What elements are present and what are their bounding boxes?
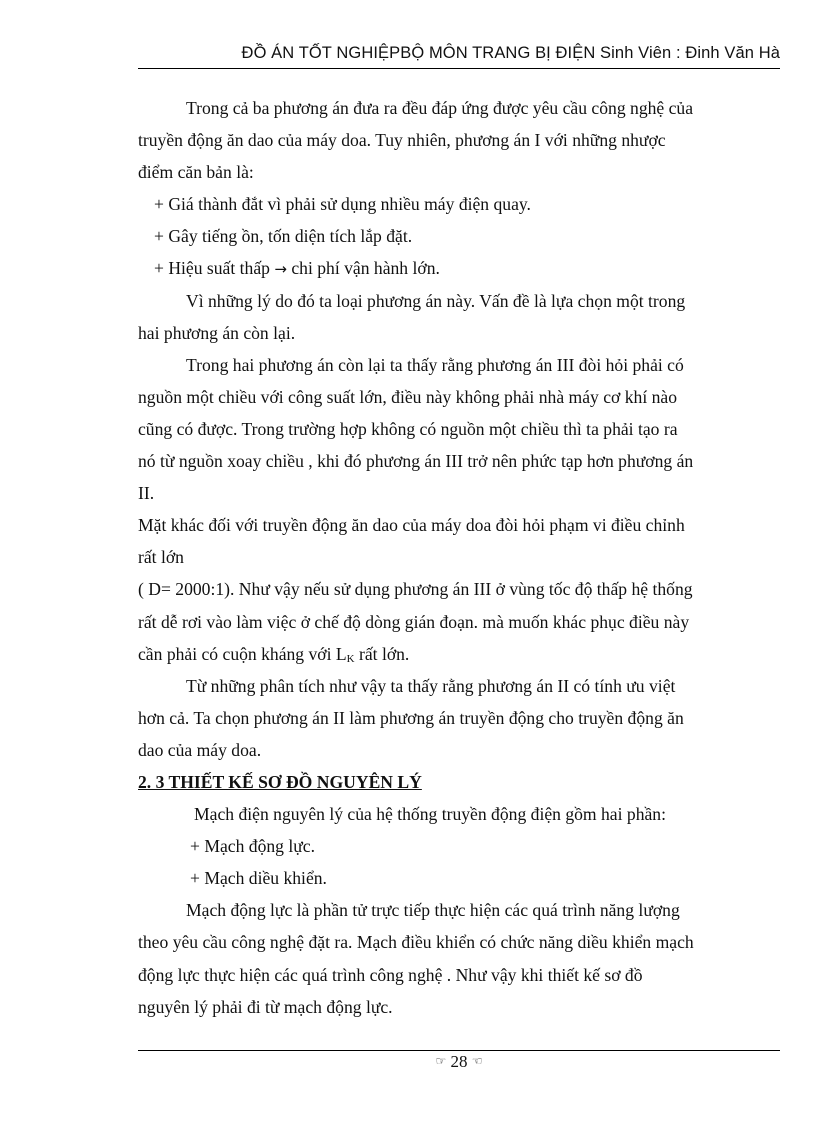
paragraph-line: nguyên lý phải đi từ mạch động lực. (138, 996, 393, 1017)
paragraph-line: theo yêu cầu công nghệ đặt ra. Mạch điều khiển có chức năng diều khiển mạch (138, 932, 694, 953)
paragraph-line: Vì những lý do đó ta loại phương án này. Vấn đề là lựa chọn một trong (186, 290, 686, 311)
paragraph-line: Mạch điện nguyên lý của hệ thống truyền động điện gồm hai phần: (194, 804, 666, 825)
pointing-hand-right-icon: ☜ (471, 1054, 483, 1068)
paragraph-line: dao của máy doa. (138, 739, 262, 760)
pointing-hand-left-icon: ☞ (435, 1054, 447, 1068)
paragraph-line: động lực thực hiện các quá trình công nghệ . Như vậy khi thiết kế sơ đồ (138, 964, 643, 985)
bullet-text: + Hiệu suất thấp (154, 258, 275, 279)
page-footer (138, 1052, 780, 1072)
paragraph-text: cần phải có cuộn kháng với L (138, 643, 347, 664)
paragraph-line: Từ những phân tích như vậy ta thấy rằng phương án II có tính ưu việt (186, 675, 676, 696)
subscript: K (346, 652, 355, 665)
right-arrow-icon: → (274, 260, 287, 279)
page-number: 28 (450, 1052, 468, 1071)
paragraph-line: nó từ nguồn xoay chiều , khi đó phương án III trở nên phức tạp hơn phương án (138, 451, 694, 472)
list-item: + Mạch động lực. (190, 836, 315, 857)
bullet-text: chi phí vận hành lớn. (286, 258, 440, 279)
footer-divider (138, 1050, 780, 1051)
paragraph-line: ( D= 2000:1). Như vậy nếu sử dụng phương án III ở vùng tốc độ thấp hệ thống (138, 579, 693, 600)
paragraph-line: rất dễ rơi vào làm việc ở chế độ dòng gián đoạn. mà muốn khác phục điều này (138, 611, 690, 632)
paragraph-line: Mạch động lực là phần tử trực tiếp thực hiện các quá trình năng lượng (186, 900, 680, 921)
paragraph-line: Mặt khác đối với truyền động ăn dao của máy doa đòi hỏi phạm vi điều chỉnh (138, 515, 685, 536)
paragraph-line: rất lớn (138, 547, 184, 568)
bullet-item: + Giá thành đắt vì phải sử dụng nhiều máy điện quay. (154, 194, 531, 215)
paragraph-line: hai phương án còn lại. (138, 322, 296, 343)
paragraph-line: nguồn một chiều với công suất lớn, điều này không phải nhà máy cơ khí nào (138, 386, 678, 407)
paragraph-text: rất lớn. (354, 643, 410, 664)
paragraph-line: Trong cả ba phương án đưa ra đều đáp ứng được yêu cầu công nghệ của (186, 98, 694, 118)
paragraph-line: II. (138, 483, 155, 504)
paragraph-line: điểm căn bản là: (138, 162, 254, 183)
page-header: ĐỒ ÁN TỐT NGHIỆPBỘ MÔN TRANG BỊ ĐIỆN Sinh Viên : Đinh Văn Hà (241, 44, 780, 62)
bullet-item (138, 252, 750, 284)
list-item: + Mạch diều khiển. (190, 868, 327, 889)
paragraph-line: cũng có được. Trong trường hợp không có nguồn một chiều thì ta phải tạo ra (138, 418, 678, 439)
header-divider (138, 68, 780, 69)
paragraph-line (138, 638, 750, 670)
paragraph-line: Trong hai phương án còn lại ta thấy rằng phương án III đòi hỏi phải có (186, 354, 684, 375)
paragraph-line: hơn cả. Ta chọn phương án II làm phương án truyền động cho truyền động ăn (138, 707, 684, 728)
document-body (138, 92, 750, 1023)
paragraph-line: truyền động ăn dao của máy doa. Tuy nhiên, phương án I với những nhược (138, 130, 666, 151)
bullet-item: + Gây tiếng ồn, tốn diện tích lắp đặt. (154, 226, 413, 247)
section-heading: 2. 3 THIẾT KẾ SƠ ĐỒ NGUYÊN LÝ (138, 771, 422, 792)
